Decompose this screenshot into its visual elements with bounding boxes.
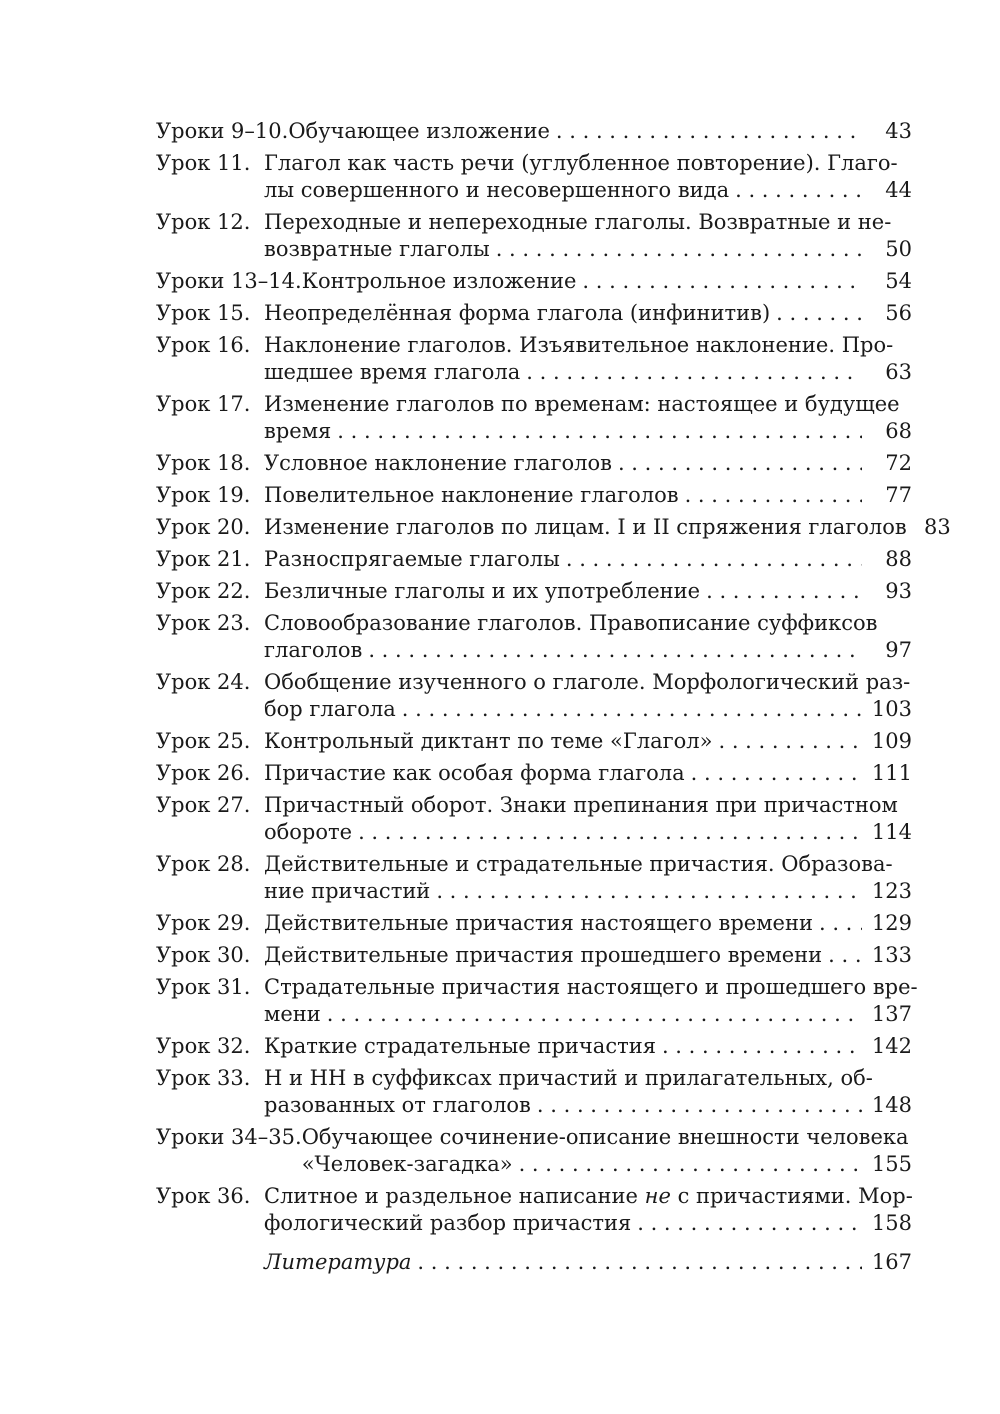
lesson-label: Урок 12. bbox=[156, 210, 251, 234]
lesson-label: Уроки 13–14. bbox=[156, 269, 302, 293]
toc-entry[interactable] bbox=[156, 610, 912, 664]
title-line: Слитное и раздельное написание не с причастиями. Мор- bbox=[264, 1184, 913, 1208]
page-number: 43 bbox=[885, 119, 912, 143]
lesson-label: Урок 26. bbox=[156, 761, 251, 785]
dot-leader bbox=[526, 359, 862, 386]
entry-title bbox=[264, 209, 912, 263]
dot-leader bbox=[828, 942, 862, 969]
page-number: 148 bbox=[871, 1093, 912, 1117]
dot-leader bbox=[718, 728, 862, 755]
entry-title bbox=[264, 1065, 912, 1119]
title-line: обороте bbox=[264, 820, 353, 844]
entry-title bbox=[264, 851, 912, 905]
toc-entry[interactable] bbox=[156, 792, 912, 846]
dot-leader bbox=[537, 1092, 862, 1119]
toc-entry[interactable] bbox=[156, 332, 912, 386]
lesson-label: Уроки 34–35. bbox=[156, 1125, 302, 1149]
lesson-label: Урок 29. bbox=[156, 911, 251, 935]
lesson-label: Урок 27. bbox=[156, 793, 251, 817]
toc-entry[interactable] bbox=[156, 1183, 912, 1237]
page-number: 50 bbox=[885, 237, 912, 261]
dot-leader bbox=[566, 546, 862, 573]
title-line: Действительные и страдательные причастия. Образова- bbox=[264, 852, 893, 876]
dot-leader bbox=[582, 268, 862, 295]
page-number: 54 bbox=[885, 269, 912, 293]
dot-leader bbox=[417, 1249, 862, 1276]
lesson-label: Урок 24. bbox=[156, 670, 251, 694]
dot-leader bbox=[685, 482, 862, 509]
toc-entry[interactable] bbox=[156, 118, 912, 145]
entry-title bbox=[264, 546, 912, 573]
entry-title bbox=[264, 332, 912, 386]
title-line: ние причастий bbox=[264, 879, 431, 903]
page-number: 123 bbox=[871, 879, 912, 903]
entry-title bbox=[264, 792, 912, 846]
entry-title bbox=[264, 669, 912, 723]
entry-title bbox=[264, 974, 918, 1028]
toc-entry[interactable] bbox=[156, 910, 912, 937]
title-line: «Человек-загадка» bbox=[301, 1152, 513, 1176]
page-number: 93 bbox=[885, 579, 912, 603]
entry-title bbox=[264, 1249, 912, 1276]
page-number: 129 bbox=[871, 911, 912, 935]
lesson-label bbox=[156, 1249, 264, 1276]
title-line: Словообразование глаголов. Правописание суффиксов bbox=[264, 611, 878, 635]
title-line: Действительные причастия настоящего времени bbox=[264, 911, 813, 935]
lesson-label: Урок 30. bbox=[156, 943, 251, 967]
toc-entry[interactable] bbox=[156, 728, 912, 755]
toc-entry[interactable] bbox=[156, 942, 912, 969]
lesson-label: Урок 36. bbox=[156, 1184, 251, 1208]
page-number: 158 bbox=[871, 1211, 912, 1235]
lesson-label: Урок 18. bbox=[156, 451, 251, 475]
title-line: лы совершенного и несовершенного вида bbox=[264, 178, 730, 202]
toc-entry[interactable] bbox=[156, 209, 912, 263]
toc-entry[interactable] bbox=[156, 1065, 912, 1119]
page-number: 155 bbox=[871, 1152, 912, 1176]
title-line: Литература bbox=[264, 1250, 412, 1274]
toc-entry[interactable] bbox=[156, 851, 912, 905]
lesson-label: Урок 15. bbox=[156, 301, 251, 325]
page-number: 109 bbox=[871, 729, 912, 753]
lesson-label: Урок 11. bbox=[156, 151, 251, 175]
title-line: бор глагола bbox=[264, 697, 396, 721]
page-number: 103 bbox=[871, 697, 912, 721]
table-of-contents bbox=[156, 118, 951, 1281]
toc-entry[interactable] bbox=[156, 546, 912, 573]
title-line: Контрольное изложение bbox=[301, 269, 577, 293]
entry-title bbox=[264, 578, 912, 605]
title-line: Обучающее изложение bbox=[288, 119, 550, 143]
title-line: глаголов bbox=[264, 638, 363, 662]
title-line: время bbox=[264, 419, 332, 443]
entry-title bbox=[264, 610, 912, 664]
entry-title bbox=[302, 268, 912, 295]
toc-entry[interactable] bbox=[156, 669, 912, 723]
page-number: 63 bbox=[885, 360, 912, 384]
entry-title bbox=[264, 391, 912, 445]
title-line: Безличные глаголы и их употребление bbox=[264, 579, 701, 603]
toc-entry[interactable] bbox=[156, 514, 951, 541]
title-line: Переходные и непереходные глаголы. Возвратные и не- bbox=[264, 210, 892, 234]
page-number: 137 bbox=[871, 1002, 912, 1026]
dot-leader bbox=[327, 1001, 862, 1028]
dot-leader bbox=[706, 578, 862, 605]
entry-title bbox=[264, 1033, 912, 1060]
dot-leader bbox=[519, 1151, 862, 1178]
title-line: Условное наклонение глаголов bbox=[264, 451, 612, 475]
title-line: Повелительное наклонение глаголов bbox=[264, 483, 679, 507]
toc-entry[interactable] bbox=[156, 578, 912, 605]
toc-entry[interactable] bbox=[156, 482, 912, 509]
page-number: 83 bbox=[924, 515, 951, 539]
lesson-label: Урок 23. bbox=[156, 611, 251, 635]
title-line: Глагол как часть речи (углубленное повторение). Глаго- bbox=[264, 151, 898, 175]
toc-entry[interactable] bbox=[156, 760, 912, 787]
lesson-label: Урок 32. bbox=[156, 1034, 251, 1058]
title-line: шедшее время глагола bbox=[264, 360, 521, 384]
page-number: 44 bbox=[885, 178, 912, 202]
page-number: 97 bbox=[885, 638, 912, 662]
lesson-label: Урок 17. bbox=[156, 392, 251, 416]
dot-leader bbox=[556, 118, 862, 145]
title-line: Краткие страдательные причастия bbox=[264, 1034, 656, 1058]
entry-title bbox=[264, 728, 912, 755]
title-line: Обобщение изученного о глаголе. Морфологический раз- bbox=[264, 670, 911, 694]
lesson-label: Урок 21. bbox=[156, 547, 251, 571]
title-line: Изменение глаголов по лицам. I и II спряжения глаголов bbox=[264, 515, 907, 539]
entry-title bbox=[264, 300, 912, 327]
page-number: 72 bbox=[885, 451, 912, 475]
title-line: Контрольный диктант по теме «Глагол» bbox=[264, 729, 713, 753]
page-number: 114 bbox=[871, 820, 912, 844]
page-number: 167 bbox=[871, 1250, 912, 1274]
lesson-label: Урок 28. bbox=[156, 852, 251, 876]
toc-entry[interactable] bbox=[156, 1124, 912, 1178]
dot-leader bbox=[819, 910, 862, 937]
page-number: 68 bbox=[885, 419, 912, 443]
toc-entry[interactable] bbox=[156, 974, 918, 1028]
title-line: фологический разбор причастия bbox=[264, 1211, 632, 1235]
toc-entry[interactable] bbox=[156, 1249, 912, 1276]
dot-leader bbox=[735, 177, 862, 204]
lesson-label: Урок 31. bbox=[156, 975, 251, 999]
title-line: Неопределённая форма глагола (инфинитив) bbox=[264, 301, 771, 325]
dot-leader bbox=[337, 418, 862, 445]
page-number: 56 bbox=[885, 301, 912, 325]
toc-entry[interactable] bbox=[156, 391, 912, 445]
lesson-label: Уроки 9–10. bbox=[156, 119, 289, 143]
lesson-label: Урок 33. bbox=[156, 1066, 251, 1090]
dot-leader bbox=[691, 760, 862, 787]
dot-leader bbox=[662, 1033, 862, 1060]
dot-leader bbox=[776, 300, 862, 327]
lesson-label: Урок 22. bbox=[156, 579, 251, 603]
dot-leader bbox=[436, 878, 862, 905]
toc-entry[interactable] bbox=[156, 450, 912, 477]
toc-entry[interactable] bbox=[156, 150, 912, 204]
title-line: Причастие как особая форма глагола bbox=[264, 761, 685, 785]
page-number: 111 bbox=[871, 761, 912, 785]
dot-leader bbox=[496, 236, 862, 263]
dot-leader bbox=[368, 637, 862, 664]
dot-leader bbox=[358, 819, 862, 846]
entry-title bbox=[288, 118, 912, 145]
dot-leader bbox=[402, 696, 862, 723]
title-line: Причастный оборот. Знаки препинания при причастном bbox=[264, 793, 898, 817]
title-line: мени bbox=[264, 1002, 321, 1026]
entry-title bbox=[264, 514, 951, 541]
entry-title bbox=[264, 450, 912, 477]
title-line: Наклонение глаголов. Изъявительное наклонение. Про- bbox=[264, 333, 894, 357]
entry-title bbox=[264, 760, 912, 787]
entry-title bbox=[264, 1183, 912, 1237]
entry-title bbox=[264, 150, 912, 204]
lesson-label: Урок 20. bbox=[156, 515, 251, 539]
lesson-label: Урок 16. bbox=[156, 333, 251, 357]
title-line: Изменение глаголов по временам: настоящее и будущее bbox=[264, 392, 900, 416]
page-number: 142 bbox=[871, 1034, 912, 1058]
toc-entry[interactable] bbox=[156, 300, 912, 327]
entry-title bbox=[302, 1124, 912, 1178]
title-line: возвратные глаголы bbox=[264, 237, 490, 261]
title-line: Н и НН в суффиксах причастий и прилагательных, об- bbox=[264, 1066, 873, 1090]
page-number: 77 bbox=[885, 483, 912, 507]
page-number: 88 bbox=[885, 547, 912, 571]
dot-leader bbox=[618, 450, 862, 477]
title-line: Разноспрягаемые глаголы bbox=[264, 547, 560, 571]
entry-title bbox=[264, 482, 912, 509]
toc-entry[interactable] bbox=[156, 268, 912, 295]
toc-entry[interactable] bbox=[156, 1033, 912, 1060]
title-line: Страдательные причастия настоящего и прошедшего вре- bbox=[264, 975, 918, 999]
entry-title bbox=[264, 942, 912, 969]
title-line: Действительные причастия прошедшего времени bbox=[264, 943, 823, 967]
entry-title bbox=[264, 910, 912, 937]
title-line: разованных от глаголов bbox=[264, 1093, 531, 1117]
lesson-label: Урок 25. bbox=[156, 729, 251, 753]
page-number: 133 bbox=[871, 943, 912, 967]
title-line: Обучающее сочинение-описание внешности человека bbox=[301, 1125, 909, 1149]
dot-leader bbox=[637, 1210, 862, 1237]
lesson-label: Урок 19. bbox=[156, 483, 251, 507]
